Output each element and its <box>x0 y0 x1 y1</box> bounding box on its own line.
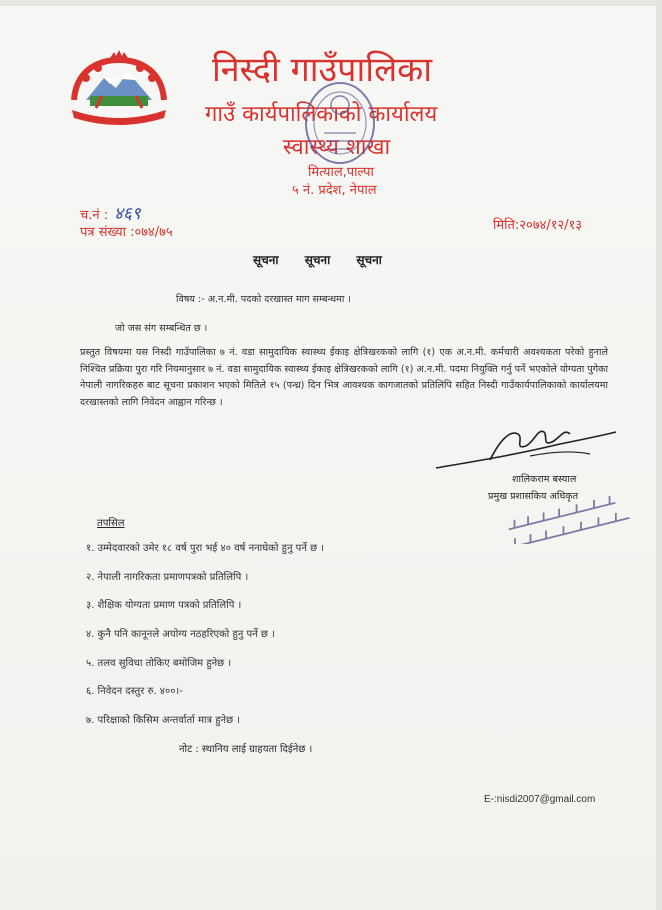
scan-edge-right <box>656 0 662 910</box>
list-item: ३. शैक्षिक योग्यता प्रमाण पत्रको प्रतिलिपि । <box>86 600 242 612</box>
name-stamp-icon <box>488 496 638 544</box>
notice-word: सूचना <box>304 253 331 267</box>
notice-word: सूचना <box>253 253 279 267</box>
signatory-name: शालिकराम बस्याल <box>512 474 577 485</box>
handwritten-signature <box>430 420 620 480</box>
letter-date: मिति:२०७४/१२/१३ <box>493 218 583 233</box>
contact-email: E-:nisdi2007@gmail.com <box>484 794 596 805</box>
signatory-title: प्रमुख प्रशासकिय अधिकृत <box>488 491 579 502</box>
branch-name: स्वास्थ्य शाखा <box>283 135 391 160</box>
requirements-list <box>86 540 324 741</box>
list-item: ६. निवेदन दस्तुर रु. ४००।- <box>86 686 183 698</box>
ref-number-label: च.नं : <box>80 208 109 223</box>
list-item: ५. तलव सुविधा तोकिए बमोजिम हुनेछ । <box>86 657 232 669</box>
org-name: निस्दी गाउँपालिका <box>212 50 433 90</box>
scan-edge-top <box>0 0 662 6</box>
list-item: ७. परिक्षाको किसिम अन्तर्वार्ता मात्र हुनेछ । <box>86 715 241 727</box>
ref-number <box>80 201 141 224</box>
details-heading: तपसिल <box>97 518 125 529</box>
place-name: मित्याल,पाल्पा <box>308 165 374 180</box>
office-name: गाउँ कार्यपालिकाको कार्यालय <box>205 102 438 127</box>
notice-heading <box>253 251 404 268</box>
salutation: जो जस संग सम्बन्धित छ । <box>115 323 208 334</box>
list-item: ४. कुनै पनि कानूनले अयोग्य नठहरिएको हुनु पर्ने छ । <box>86 629 275 641</box>
body-paragraph: प्रस्तुत विषयमा यस निस्दी गाउँपालिका ७ नं. वडा सामुदायिक स्वास्थ्य ईकाइ क्षेत्रिखरकको लागि (१) एक अ.न.मी. कर्मचारी अवश्यकता परेको हुनाले निश्चित प्रक्रिया पुरा गरि नियमानुसार ७ नं. वडा सामुदायिक स्वास्थ्य ईकाइ क्षेत्रिखरकको लागि (१) अ.न.मी. पदमा नियुक्ति गर्नु पर्ने भएकोले योग्यता पुगेका नेपाली नागरिकहरु बाट सूचना प्रकाशन भएको मितिले १५ (पन्ध्र) दिन भित्र आवश्यक कागजातको प्रतिलिपि सहित निस्दी गाउँकार्यपालिकाको कार्यालयमा दरखास्तको लागि निवेदन आह्वान गरिन्छ । <box>80 347 608 408</box>
office-seal-icon <box>302 79 378 167</box>
letter-number: पत्र संख्या :०७४/७५ <box>80 225 173 240</box>
list-item: २. नेपाली नागरिकता प्रमाणपत्रको प्रतिलिपि । <box>86 571 249 583</box>
notice-word: सूचना <box>356 253 382 267</box>
note-line: नोट : स्थानिय लाई ग्राहयता दिईनेछ । <box>179 744 313 755</box>
nepal-emblem-icon <box>66 50 172 126</box>
province-name: ५ नं. प्रदेश, नेपाल <box>292 183 377 198</box>
ref-number-value: ४६९ <box>114 204 141 224</box>
list-item: १. उम्मेदवारको उमेर १८ वर्ष पुरा भई ४० वर्ष ननाघेको हुनु पर्ने छ । <box>86 543 325 554</box>
subject-line: विषय :- अ.न.मी. पदको दरखास्त माग सम्बन्धमा । <box>176 294 352 305</box>
